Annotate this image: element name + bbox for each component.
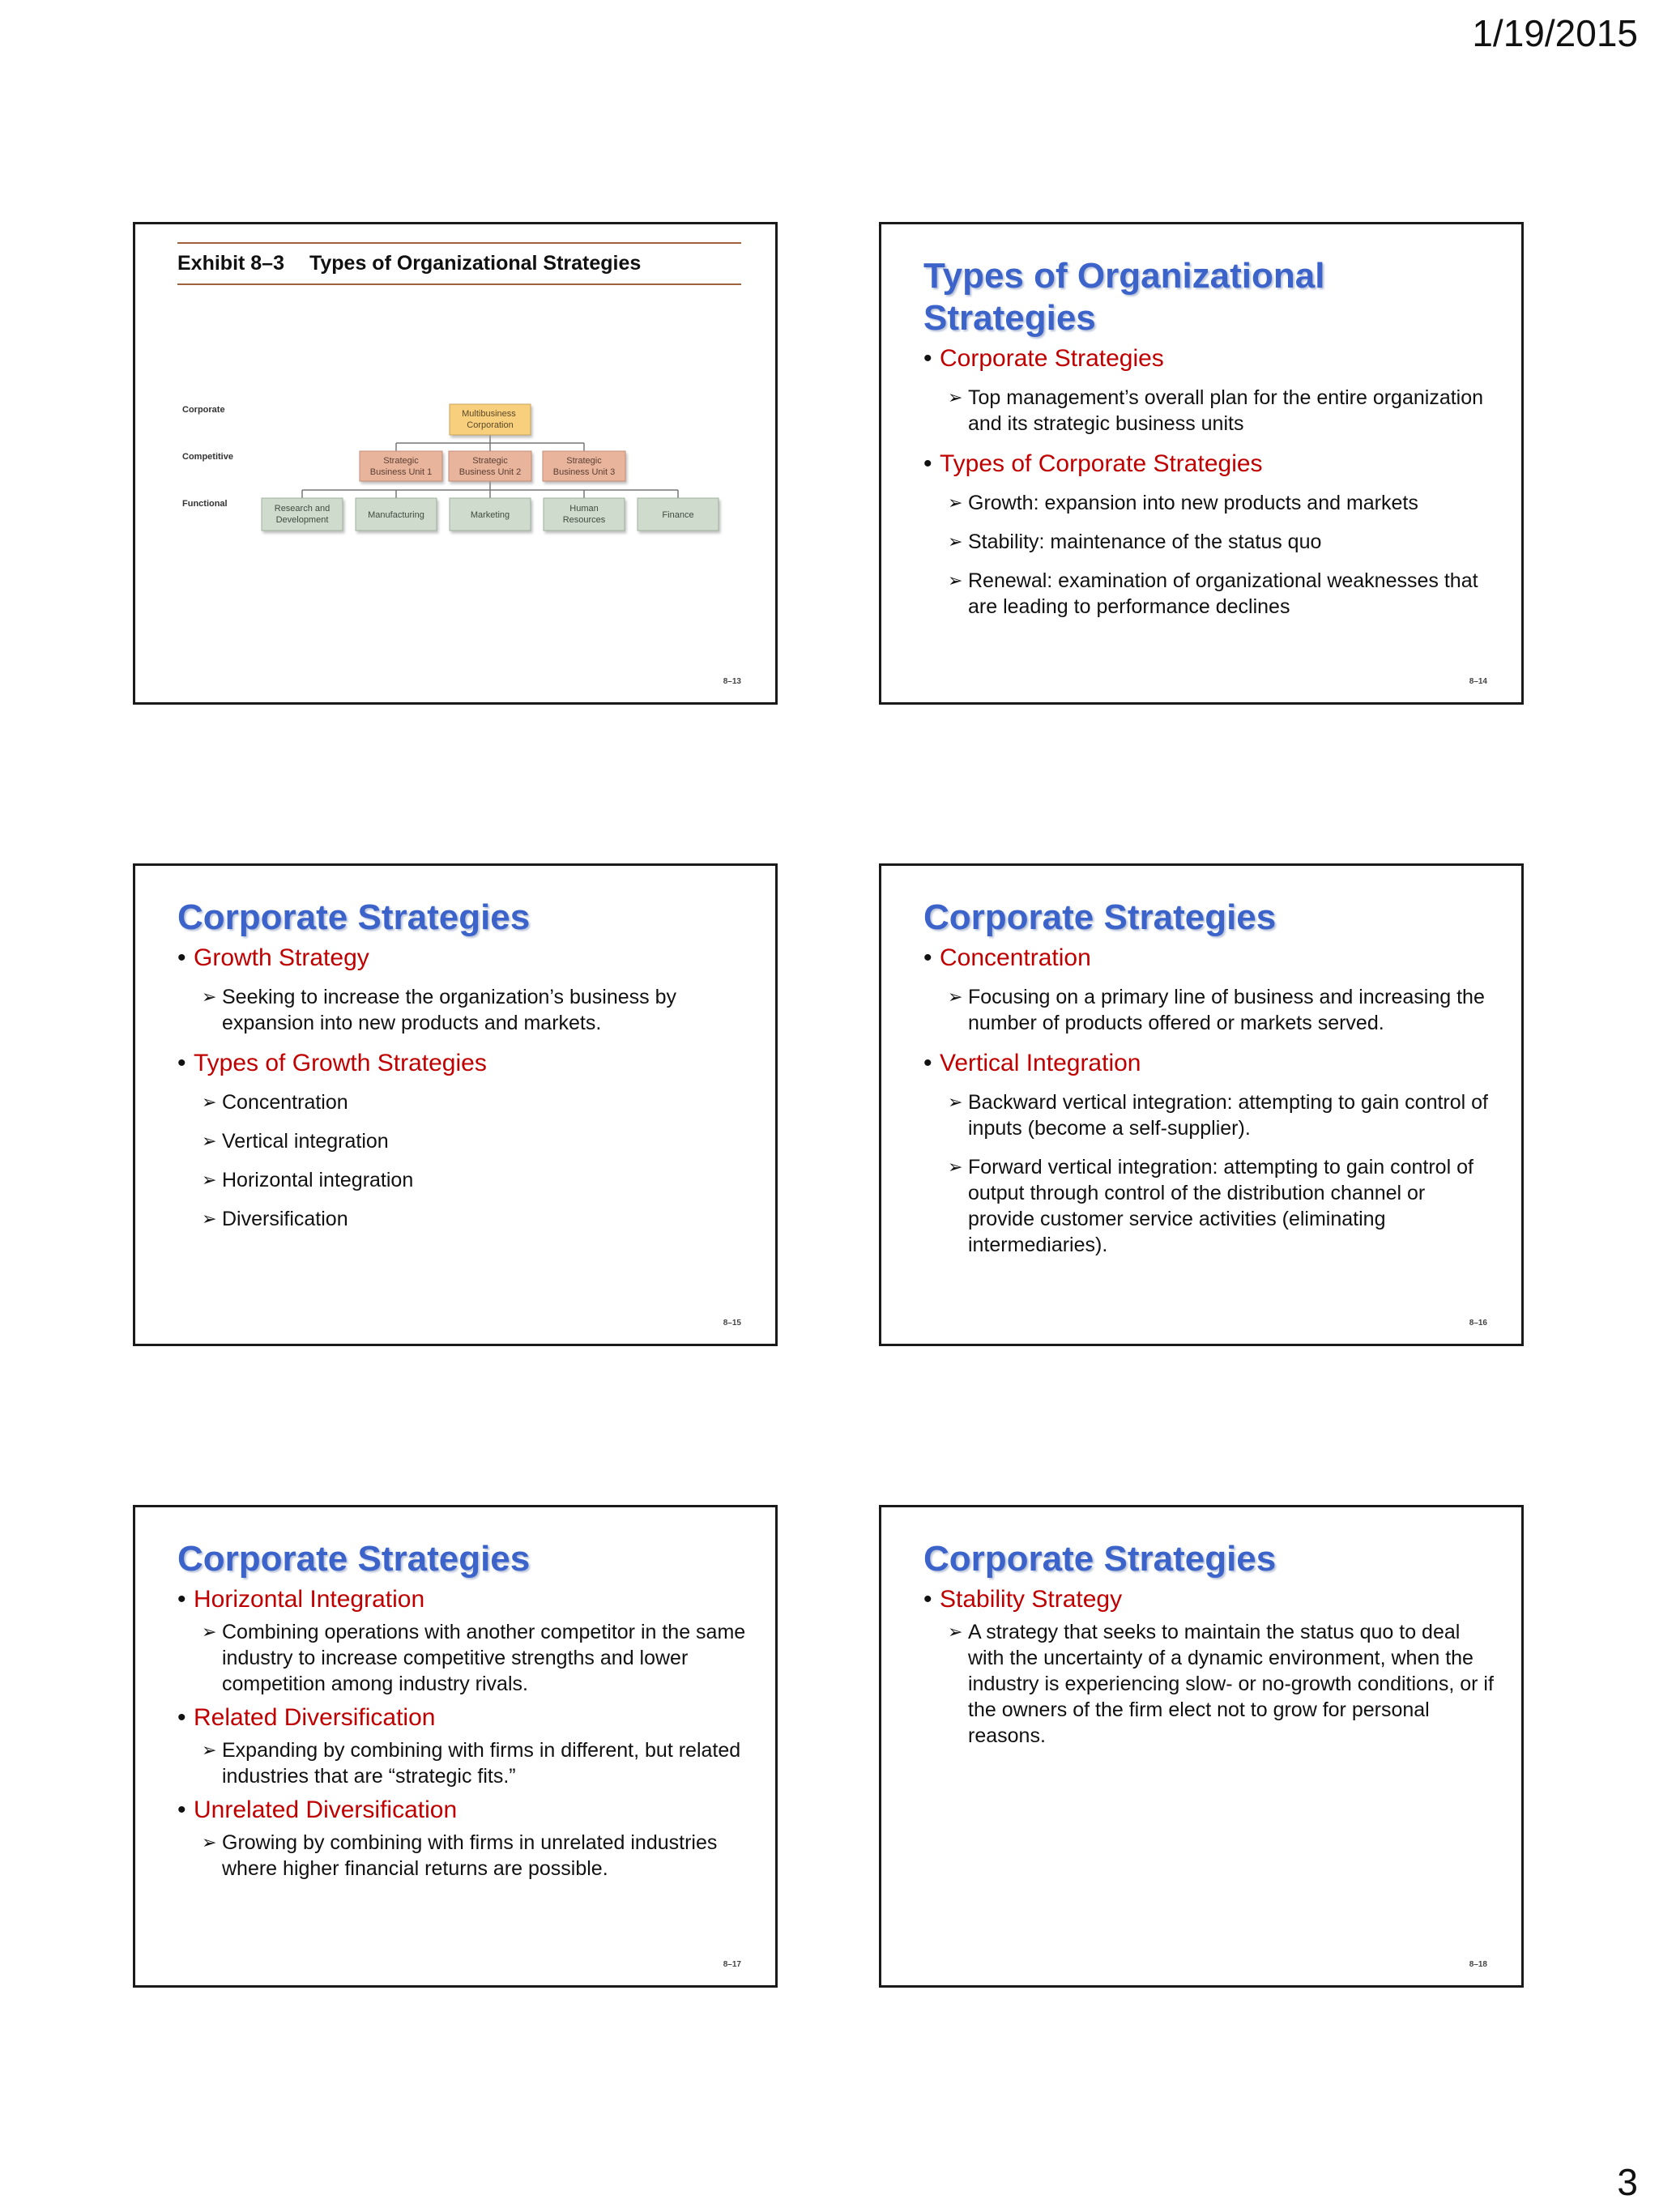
sbu-2-label-2: Business Unit 2 bbox=[458, 467, 522, 477]
sub-bullet: ➢ Seeking to increase the organization’s business by expansion into new products and markets. bbox=[177, 984, 751, 1036]
function-hr-box bbox=[544, 498, 625, 531]
slide-body bbox=[923, 944, 1497, 1271]
exhibit-heading: Types of Organizational Strategies bbox=[309, 252, 642, 275]
level-label-competitive: Competitive bbox=[182, 452, 233, 462]
sub-bullet: ➢ Diversification bbox=[177, 1206, 751, 1232]
slide-title: Corporate Strategies bbox=[177, 1539, 531, 1579]
slide-8-17 bbox=[133, 1505, 778, 1988]
slide-8-16 bbox=[879, 863, 1524, 1346]
sbu-3-label-1: Strategic bbox=[566, 456, 602, 466]
function-rnd-label-1: Research and bbox=[274, 504, 331, 514]
bullet-heading: • Types of Growth Strategies bbox=[177, 1049, 751, 1078]
corporate-box-label-1: Multibusiness bbox=[462, 409, 516, 419]
sub-bullet: ➢ Forward vertical integration: attempting to gain control of output through control of the distribution channel or provide customer service activities (eliminating intermediaries). bbox=[923, 1154, 1497, 1258]
sbu-3-label-2: Business Unit 3 bbox=[552, 467, 616, 477]
sub-bullet: ➢ Growth: expansion into new products and markets bbox=[923, 490, 1497, 516]
bullet-heading: • Types of Corporate Strategies bbox=[923, 450, 1497, 479]
org-chart-diagram bbox=[177, 386, 744, 573]
sub-bullet: ➢ Vertical integration bbox=[177, 1128, 751, 1154]
exhibit-label: Exhibit 8–3 bbox=[177, 252, 284, 275]
slide-8-18 bbox=[879, 1505, 1524, 1988]
slide-title: Corporate Strategies bbox=[923, 1539, 1277, 1579]
bullet-heading: • Growth Strategy bbox=[177, 944, 751, 973]
function-marketing-label: Marketing bbox=[470, 510, 510, 520]
bullet-heading: • Horizontal Integration bbox=[177, 1585, 751, 1614]
page-date: 1/19/2015 bbox=[1472, 12, 1638, 54]
bullet-heading: • Vertical Integration bbox=[923, 1049, 1497, 1078]
slide-number: 8–18 bbox=[1469, 1960, 1487, 1969]
slide-number: 8–16 bbox=[1469, 1319, 1487, 1328]
function-finance-label: Finance bbox=[662, 510, 694, 520]
slide-number: 8–15 bbox=[723, 1319, 741, 1328]
slide-8-13 bbox=[133, 222, 778, 705]
sbu-1-label-1: Strategic bbox=[383, 456, 419, 466]
sub-bullet: ➢ Combining operations with another competitor in the same industry to increase competitive strengths and lower competition among industry rivals. bbox=[177, 1619, 751, 1697]
function-rnd-box bbox=[262, 498, 343, 531]
slide-body bbox=[177, 1585, 751, 1894]
level-label-functional: Functional bbox=[182, 499, 228, 509]
sub-bullet: ➢ Top management’s overall plan for the entire organization and its strategic business units bbox=[923, 385, 1497, 437]
function-rnd-label-2: Development bbox=[275, 515, 329, 525]
slide-8-15 bbox=[133, 863, 778, 1346]
sub-bullet: ➢ Focusing on a primary line of business and increasing the number of products offered or markets served. bbox=[923, 984, 1497, 1036]
slide-title: Corporate Strategies bbox=[177, 897, 531, 937]
slide-number: 8–13 bbox=[723, 677, 741, 686]
sub-bullet: ➢ Stability: maintenance of the status quo bbox=[923, 529, 1497, 555]
page-number: 3 bbox=[1617, 2161, 1638, 2203]
level-label-corporate: Corporate bbox=[182, 405, 225, 415]
bullet-heading: • Stability Strategy bbox=[923, 1585, 1497, 1614]
bullet-heading: • Corporate Strategies bbox=[923, 344, 1497, 373]
slide-body bbox=[923, 344, 1497, 633]
slide-body bbox=[923, 1585, 1497, 1762]
sub-bullet: ➢ Expanding by combining with firms in different, but related industries that are “strategic fits.” bbox=[177, 1737, 751, 1789]
sub-bullet: ➢ Concentration bbox=[177, 1089, 751, 1115]
bullet-heading: • Related Diversification bbox=[177, 1703, 751, 1733]
sub-bullet: ➢ Horizontal integration bbox=[177, 1167, 751, 1193]
slide-body bbox=[177, 944, 751, 1245]
slide-title: Corporate Strategies bbox=[923, 897, 1277, 937]
slide-title: Types of Organizational Strategies bbox=[923, 256, 1325, 338]
sub-bullet: ➢ Renewal: examination of organizational weaknesses that are leading to performance declines bbox=[923, 568, 1497, 620]
exhibit-title bbox=[177, 242, 741, 285]
sub-bullet: ➢ Growing by combining with firms in unrelated industries where higher financial returns are possible. bbox=[177, 1830, 751, 1882]
corporate-box-label-2: Corporation bbox=[467, 420, 514, 430]
slide-number: 8–17 bbox=[723, 1960, 741, 1969]
sbu-1-label-2: Business Unit 1 bbox=[369, 467, 433, 477]
bullet-heading: • Unrelated Diversification bbox=[177, 1796, 751, 1825]
slide-number: 8–14 bbox=[1469, 677, 1487, 686]
sub-bullet: ➢ Backward vertical integration: attempting to gain control of inputs (become a self-supplier). bbox=[923, 1089, 1497, 1141]
function-manufacturing-label: Manufacturing bbox=[368, 510, 424, 520]
bullet-heading: • Concentration bbox=[923, 944, 1497, 973]
function-hr-label-1: Human bbox=[569, 504, 599, 514]
function-hr-label-2: Resources bbox=[562, 515, 606, 525]
sub-bullet: ➢ A strategy that seeks to maintain the status quo to deal with the uncertainty of a dynamic environment, when the industry is experiencing slow- or no-growth conditions, or if the owners of the firm elect not to grow for personal reasons. bbox=[923, 1619, 1497, 1749]
sbu-2-label-1: Strategic bbox=[472, 456, 508, 466]
slide-8-14 bbox=[879, 222, 1524, 705]
